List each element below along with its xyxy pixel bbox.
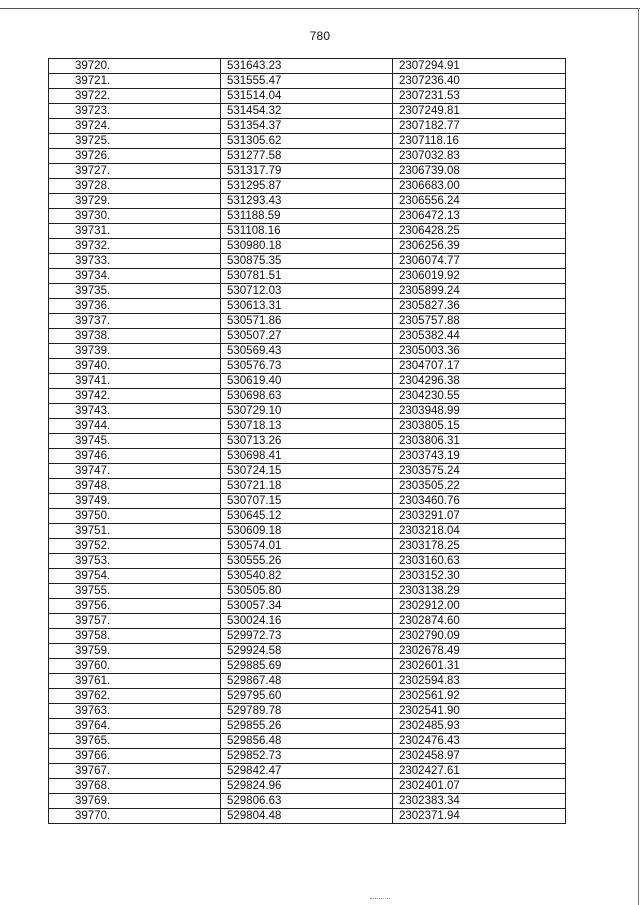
table-row [49,599,566,614]
point-number-cell: 39743. [49,404,221,419]
x-coordinate-cell: 530619.40 [221,374,393,389]
x-coordinate-cell: 530540.82 [221,569,393,584]
x-coordinate-cell: 530718.13 [221,419,393,434]
y-coordinate-cell: 2302485.93 [393,719,566,734]
table-row [49,779,566,794]
table-row [49,464,566,479]
y-coordinate-cell: 2307182.77 [393,119,566,134]
x-coordinate-cell: 529856.48 [221,734,393,749]
table-row [49,149,566,164]
table-row [49,479,566,494]
point-number-cell: 39746. [49,449,221,464]
table-row [49,329,566,344]
point-number-cell: 39755. [49,584,221,599]
y-coordinate-cell: 2304296.38 [393,374,566,389]
table-row [49,734,566,749]
y-coordinate-cell: 2304230.55 [393,389,566,404]
point-number-cell: 39729. [49,194,221,209]
y-coordinate-cell: 2302401.07 [393,779,566,794]
table-row [49,644,566,659]
point-number-cell: 39762. [49,689,221,704]
x-coordinate-cell: 531305.62 [221,134,393,149]
y-coordinate-cell: 2302874.60 [393,614,566,629]
y-coordinate-cell: 2302541.90 [393,704,566,719]
x-coordinate-cell: 531317.79 [221,164,393,179]
point-number-cell: 39738. [49,329,221,344]
point-number-cell: 39761. [49,674,221,689]
table-row [49,614,566,629]
y-coordinate-cell: 2302427.61 [393,764,566,779]
table-row [49,524,566,539]
point-number-cell: 39737. [49,314,221,329]
point-number-cell: 39736. [49,299,221,314]
table-row [49,419,566,434]
table-row [49,89,566,104]
x-coordinate-cell: 530645.12 [221,509,393,524]
table-row [49,584,566,599]
table-row [49,719,566,734]
x-coordinate-cell: 530507.27 [221,329,393,344]
x-coordinate-cell: 531643.23 [221,59,393,74]
y-coordinate-cell: 2302383.34 [393,794,566,809]
x-coordinate-cell: 529795.60 [221,689,393,704]
x-coordinate-cell: 530707.15 [221,494,393,509]
coordinates-table-body [49,59,566,824]
point-number-cell: 39766. [49,749,221,764]
x-coordinate-cell: 531354.37 [221,119,393,134]
x-coordinate-cell: 530024.16 [221,614,393,629]
y-coordinate-cell: 2302601.31 [393,659,566,674]
point-number-cell: 39735. [49,284,221,299]
y-coordinate-cell: 2306556.24 [393,194,566,209]
y-coordinate-cell: 2306739.08 [393,164,566,179]
table-row [49,539,566,554]
x-coordinate-cell: 530875.35 [221,254,393,269]
x-coordinate-cell: 530729.10 [221,404,393,419]
point-number-cell: 39759. [49,644,221,659]
x-coordinate-cell: 530505.80 [221,584,393,599]
y-coordinate-cell: 2302594.83 [393,674,566,689]
table-row [49,374,566,389]
point-number-cell: 39734. [49,269,221,284]
y-coordinate-cell: 2306428.25 [393,224,566,239]
table-row [49,194,566,209]
point-number-cell: 39728. [49,179,221,194]
page-number: 780 [309,29,331,43]
y-coordinate-cell: 2302458.97 [393,749,566,764]
x-coordinate-cell: 530713.26 [221,434,393,449]
table-row [49,314,566,329]
table-row [49,404,566,419]
y-coordinate-cell: 2305382.44 [393,329,566,344]
x-coordinate-cell: 530574.01 [221,539,393,554]
point-number-cell: 39733. [49,254,221,269]
table-row [49,74,566,89]
table-row [49,269,566,284]
table-row [49,659,566,674]
x-coordinate-cell: 530613.31 [221,299,393,314]
y-coordinate-cell: 2305757.88 [393,314,566,329]
y-coordinate-cell: 2302561.92 [393,689,566,704]
point-number-cell: 39756. [49,599,221,614]
x-coordinate-cell: 529824.96 [221,779,393,794]
point-number-cell: 39758. [49,629,221,644]
y-coordinate-cell: 2303160.63 [393,554,566,569]
point-number-cell: 39720. [49,59,221,74]
x-coordinate-cell: 530698.41 [221,449,393,464]
point-number-cell: 39726. [49,149,221,164]
point-number-cell: 39730. [49,209,221,224]
point-number-cell: 39768. [49,779,221,794]
y-coordinate-cell: 2303152.30 [393,569,566,584]
y-coordinate-cell: 2302371.94 [393,809,566,824]
y-coordinate-cell: 2307236.40 [393,74,566,89]
y-coordinate-cell: 2302790.09 [393,629,566,644]
point-number-cell: 39765. [49,734,221,749]
x-coordinate-cell: 530698.63 [221,389,393,404]
table-row [49,359,566,374]
x-coordinate-cell: 529855.26 [221,719,393,734]
x-coordinate-cell: 529806.63 [221,794,393,809]
point-number-cell: 39751. [49,524,221,539]
x-coordinate-cell: 531108.16 [221,224,393,239]
x-coordinate-cell: 530609.18 [221,524,393,539]
table-row [49,434,566,449]
point-number-cell: 39731. [49,224,221,239]
x-coordinate-cell: 530980.18 [221,239,393,254]
y-coordinate-cell: 2306683.00 [393,179,566,194]
point-number-cell: 39764. [49,719,221,734]
table-row [49,449,566,464]
point-number-cell: 39769. [49,794,221,809]
point-number-cell: 39721. [49,74,221,89]
x-coordinate-cell: 530569.43 [221,344,393,359]
point-number-cell: 39748. [49,479,221,494]
table-row [49,749,566,764]
y-coordinate-cell: 2303138.29 [393,584,566,599]
y-coordinate-cell: 2307032.83 [393,149,566,164]
x-coordinate-cell: 531295.87 [221,179,393,194]
x-coordinate-cell: 529924.58 [221,644,393,659]
point-number-cell: 39754. [49,569,221,584]
table-row [49,104,566,119]
y-coordinate-cell: 2302678.49 [393,644,566,659]
x-coordinate-cell: 529804.48 [221,809,393,824]
table-row [49,569,566,584]
table-row [49,509,566,524]
table-row [49,689,566,704]
y-coordinate-cell: 2305827.36 [393,299,566,314]
y-coordinate-cell: 2302912.00 [393,599,566,614]
x-coordinate-cell: 531293.43 [221,194,393,209]
y-coordinate-cell: 2303291.07 [393,509,566,524]
x-coordinate-cell: 530721.18 [221,479,393,494]
x-coordinate-cell: 529842.47 [221,764,393,779]
y-coordinate-cell: 2307294.91 [393,59,566,74]
page-top-border [0,8,640,9]
x-coordinate-cell: 529885.69 [221,659,393,674]
y-coordinate-cell: 2303743.19 [393,449,566,464]
point-number-cell: 39753. [49,554,221,569]
x-coordinate-cell: 531454.32 [221,104,393,119]
x-coordinate-cell: 530057.34 [221,599,393,614]
table-row [49,239,566,254]
point-number-cell: 39770. [49,809,221,824]
table-row [49,164,566,179]
table-row [49,554,566,569]
point-number-cell: 39757. [49,614,221,629]
y-coordinate-cell: 2307249.81 [393,104,566,119]
point-number-cell: 39725. [49,134,221,149]
table-row [49,134,566,149]
x-coordinate-cell: 530712.03 [221,284,393,299]
table-row [49,629,566,644]
point-number-cell: 39752. [49,539,221,554]
x-coordinate-cell: 530576.73 [221,359,393,374]
table-row [49,674,566,689]
table-row [49,764,566,779]
y-coordinate-cell: 2306074.77 [393,254,566,269]
y-coordinate-cell: 2302476.43 [393,734,566,749]
x-coordinate-cell: 529867.48 [221,674,393,689]
y-coordinate-cell: 2303460.76 [393,494,566,509]
y-coordinate-cell: 2304707.17 [393,359,566,374]
x-coordinate-cell: 531188.59 [221,209,393,224]
point-number-cell: 39745. [49,434,221,449]
table-row [49,704,566,719]
x-coordinate-cell: 531555.47 [221,74,393,89]
x-coordinate-cell: 529852.73 [221,749,393,764]
table-row [49,809,566,824]
x-coordinate-cell: 530555.26 [221,554,393,569]
table-row [49,59,566,74]
coordinates-table [48,58,566,824]
table-row [49,224,566,239]
y-coordinate-cell: 2307118.16 [393,134,566,149]
y-coordinate-cell: 2307231.53 [393,89,566,104]
y-coordinate-cell: 2306472.13 [393,209,566,224]
y-coordinate-cell: 2303948.99 [393,404,566,419]
x-coordinate-cell: 530781.51 [221,269,393,284]
y-coordinate-cell: 2303178.25 [393,539,566,554]
point-number-cell: 39760. [49,659,221,674]
table-row [49,209,566,224]
x-coordinate-cell: 530571.86 [221,314,393,329]
point-number-cell: 39750. [49,509,221,524]
x-coordinate-cell: 531277.58 [221,149,393,164]
table-row [49,389,566,404]
point-number-cell: 39732. [49,239,221,254]
point-number-cell: 39749. [49,494,221,509]
point-number-cell: 39724. [49,119,221,134]
y-coordinate-cell: 2303575.24 [393,464,566,479]
table-row [49,299,566,314]
point-number-cell: 39742. [49,389,221,404]
table-row [49,284,566,299]
table-row [49,179,566,194]
y-coordinate-cell: 2306019.92 [393,269,566,284]
y-coordinate-cell: 2303806.31 [393,434,566,449]
point-number-cell: 39747. [49,464,221,479]
table-row [49,254,566,269]
point-number-cell: 39767. [49,764,221,779]
point-number-cell: 39740. [49,359,221,374]
x-coordinate-cell: 531514.04 [221,89,393,104]
point-number-cell: 39741. [49,374,221,389]
table-row [49,344,566,359]
x-coordinate-cell: 529972.73 [221,629,393,644]
page-right-border [638,8,639,905]
table-row [49,119,566,134]
point-number-cell: 39722. [49,89,221,104]
y-coordinate-cell: 2303218.04 [393,524,566,539]
table-row [49,494,566,509]
point-number-cell: 39727. [49,164,221,179]
y-coordinate-cell: 2306256.39 [393,239,566,254]
x-coordinate-cell: 530724.15 [221,464,393,479]
scan-artifact-mark [370,898,390,900]
x-coordinate-cell: 529789.78 [221,704,393,719]
point-number-cell: 39739. [49,344,221,359]
y-coordinate-cell: 2303505.22 [393,479,566,494]
point-number-cell: 39763. [49,704,221,719]
y-coordinate-cell: 2305003.36 [393,344,566,359]
y-coordinate-cell: 2305899.24 [393,284,566,299]
y-coordinate-cell: 2303805.15 [393,419,566,434]
point-number-cell: 39744. [49,419,221,434]
point-number-cell: 39723. [49,104,221,119]
table-row [49,794,566,809]
